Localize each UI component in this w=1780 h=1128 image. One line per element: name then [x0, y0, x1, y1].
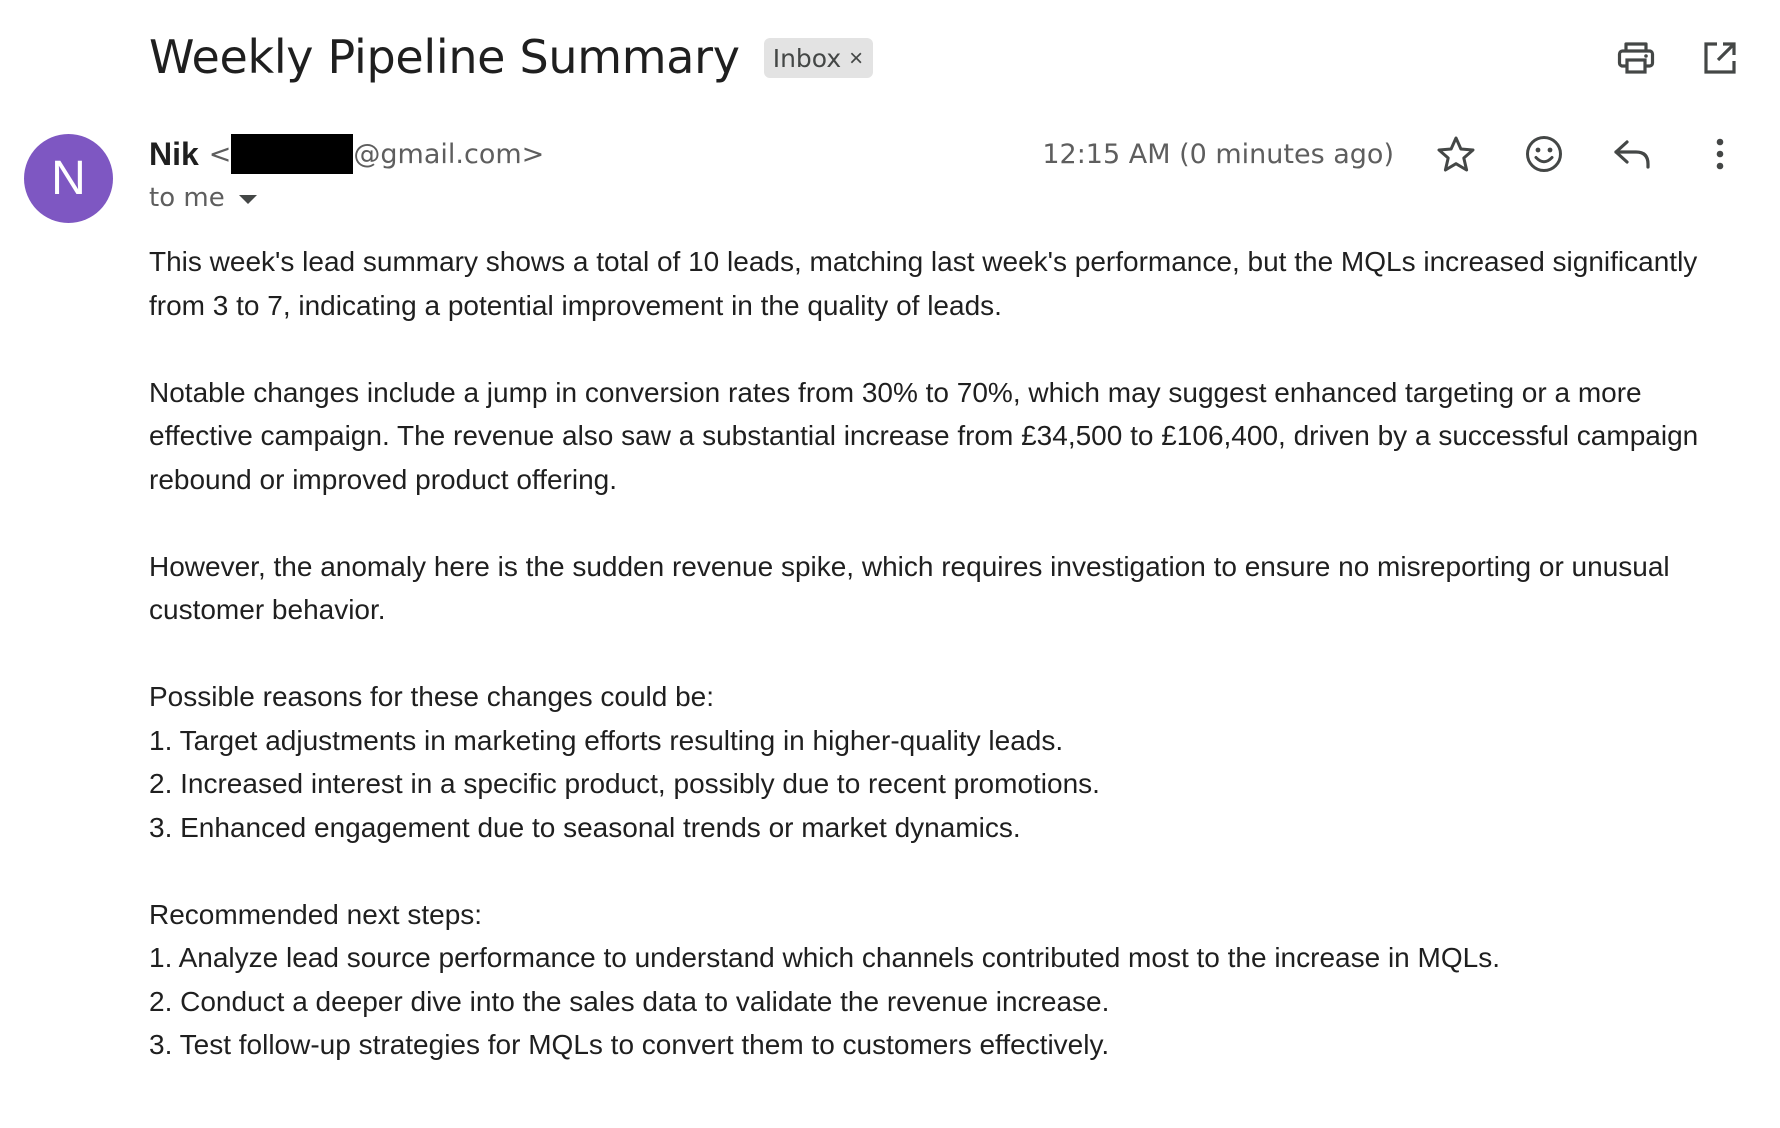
reason-item: 1. Target adjustments in marketing efforts resulting in higher-quality leads. [149, 724, 1064, 756]
message-meta [1042, 130, 1742, 178]
top-actions [1614, 36, 1742, 80]
print-icon[interactable] [1614, 36, 1658, 80]
label-chip-text: Inbox [772, 43, 842, 73]
message-timestamp: 12:15 AM (0 minutes ago) [1042, 138, 1394, 170]
reason-item: 3. Enhanced engagement due to seasonal trends or market dynamics. [149, 811, 1021, 843]
sender-email-open-bracket: < [208, 138, 232, 170]
reasons-heading: Possible reasons for these changes could be: [149, 681, 715, 712]
emoji-reaction-icon[interactable] [1522, 132, 1566, 176]
next-step-item: 2. Conduct a deeper dive into the sales data to validate the revenue increase. [149, 985, 1110, 1017]
body-paragraph-1: This week's lead summary shows a total of 10 leads, matching last week's performance, but the MQLs increased significantly from 3 to 7, indicating a potential improvement in the quality of leads. [149, 246, 1698, 321]
subject-row [149, 24, 873, 90]
email-subject: Weekly Pipeline Summary [149, 30, 740, 84]
next-step-item: 1. Analyze lead source performance to understand which channels contributed most to the increase in MQLs. [149, 942, 1500, 973]
sender-email-domain: @gmail.com> [353, 138, 545, 170]
message-body [149, 240, 1749, 1110]
reason-item: 2. Increased interest in a specific product, possibly due to recent promotions. [149, 768, 1100, 799]
reply-icon[interactable] [1610, 132, 1654, 176]
body-paragraph-3: However, the anomaly here is the sudden revenue spike, which requires investigation to ensure no misreporting or unusual customer behavior. [149, 550, 1670, 625]
chevron-down-icon[interactable] [239, 195, 257, 204]
open-in-new-window-icon[interactable] [1698, 36, 1742, 80]
recipient-text: to me [149, 183, 225, 213]
recipient-details-toggle[interactable] [149, 183, 257, 213]
next-steps-heading: Recommended next steps: [149, 898, 483, 930]
sender-avatar[interactable]: N [24, 134, 113, 223]
body-paragraph-2: Notable changes include a jump in conversion rates from 30% to 70%, which may suggest enhanced targeting or a more effective campaign. The revenue also saw a substantial increase from £34,500 to £106,400, driven by a successful campaign rebound or improved product offering. [149, 376, 1699, 495]
remove-label-icon[interactable]: × [849, 45, 864, 72]
star-icon[interactable] [1434, 132, 1478, 176]
reasons-block [149, 675, 1749, 849]
more-vertical-icon[interactable] [1698, 132, 1742, 176]
sender-line [149, 134, 544, 174]
message-actions [1434, 132, 1742, 176]
next-step-item: 3. Test follow-up strategies for MQLs to convert them to customers effectively. [149, 1029, 1110, 1060]
inbox-label-chip[interactable] [764, 38, 873, 78]
redacted-email-local-part [231, 134, 353, 174]
next-steps-block [149, 893, 1749, 1067]
sender-name[interactable]: Nik [149, 135, 199, 172]
